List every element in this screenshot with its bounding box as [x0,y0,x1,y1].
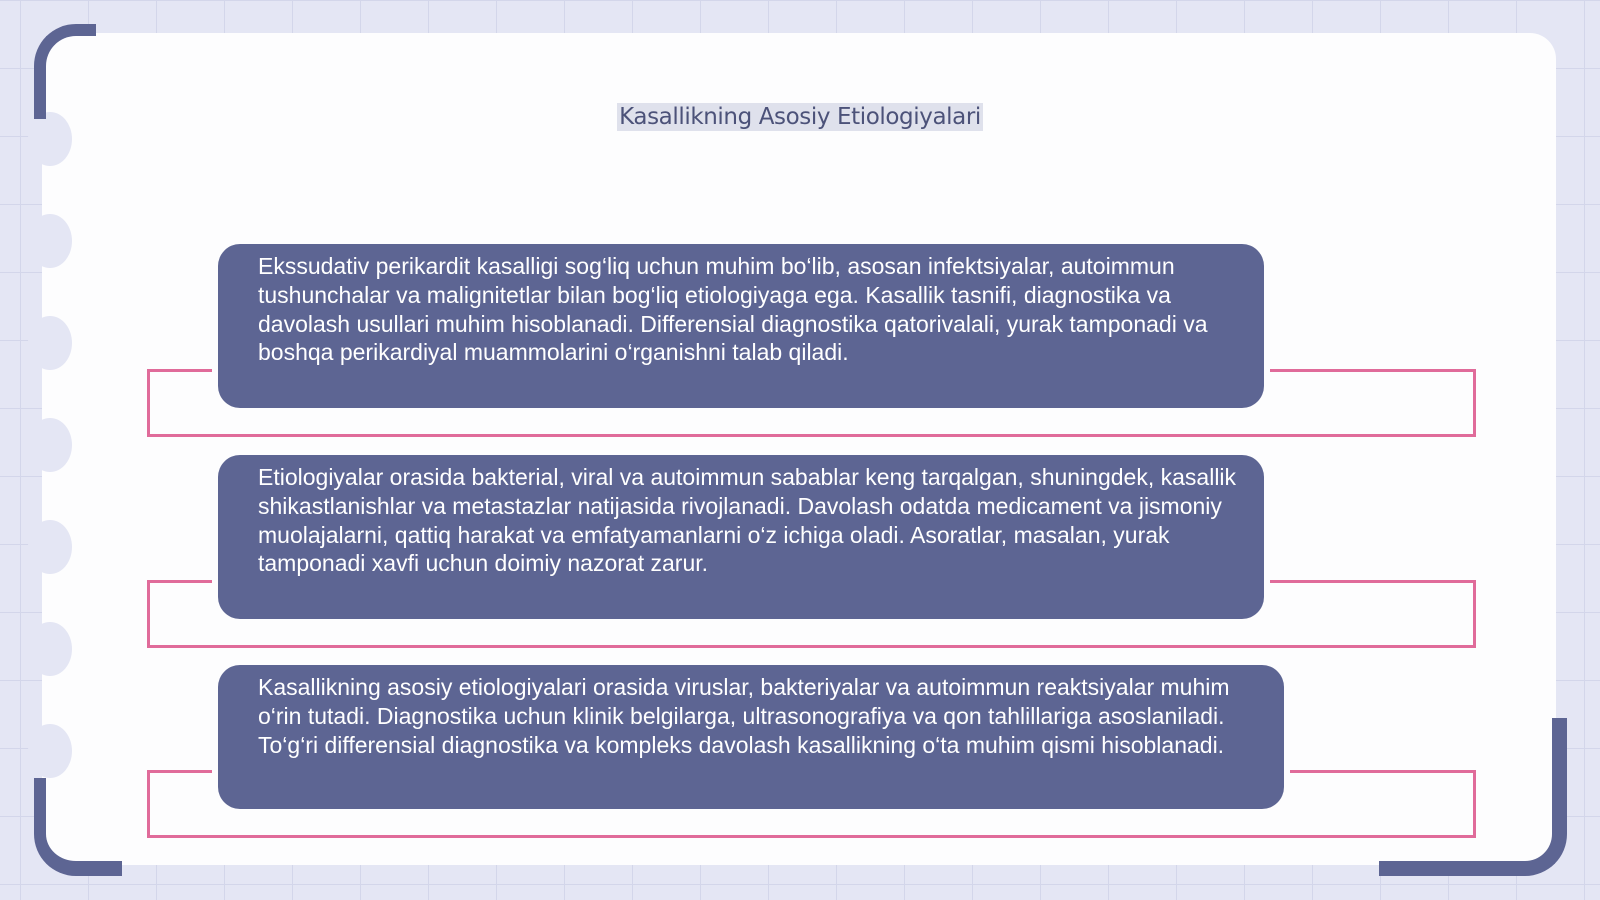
scallop-decoration [28,724,72,778]
paragraph-card-2: Etiologiyalar orasida bakterial, viral va autoimmun sabablar keng tarqalgan, shuningdek, kasallik shikastlanishlar va metastazlar natijasida rivojlanadi. Davolash odatda medicament va jismoniy muolajalarni, qattiq harakat va emfatyamanlarni o‘z ichiga oladi. Asoratlar, masalan, yurak tamponadi xavfi uchun doimiy nazorat zarur. [218,455,1264,619]
scallop-decoration [28,316,72,370]
slide-title: Kasallikning Asosiy Etiologiyalari [619,104,981,130]
slide-title-wrapper [0,95,1600,132]
corner-bracket-bottom-left [34,778,122,876]
paragraph-card-1: Ekssudativ perikardit kasalligi sog‘liq uchun muhim bo‘lib, asosan infektsiyalar, autoimmun tushunchalar va malignitetlar bilan bog‘liq etiologiyaga ega. Kasallik tasnifi, diagnostika va davolash usullari muhim hisoblanadi. Differensial diagnostika qatorivalali, yurak tamponadi va boshqa perikardiyal muammolarini o‘rganishni talab qiladi. [218,244,1264,408]
paragraph-card-3: Kasallikning asosiy etiologiyalari orasida viruslar, bakteriyalar va autoimmun reaktsiyalar muhim o‘rin tutadi. Diagnostika uchun klinik belgilarga, ultrasonografiya va qon tahlillariga asoslaniladi. To‘g‘ri differensial diagnostika va kompleks davolash kasallikning o‘ta muhim qismi hisoblanadi. [218,665,1284,809]
scallop-decoration [28,418,72,472]
scallop-decoration [28,214,72,268]
scallop-decoration [28,622,72,676]
scallop-decoration [28,520,72,574]
